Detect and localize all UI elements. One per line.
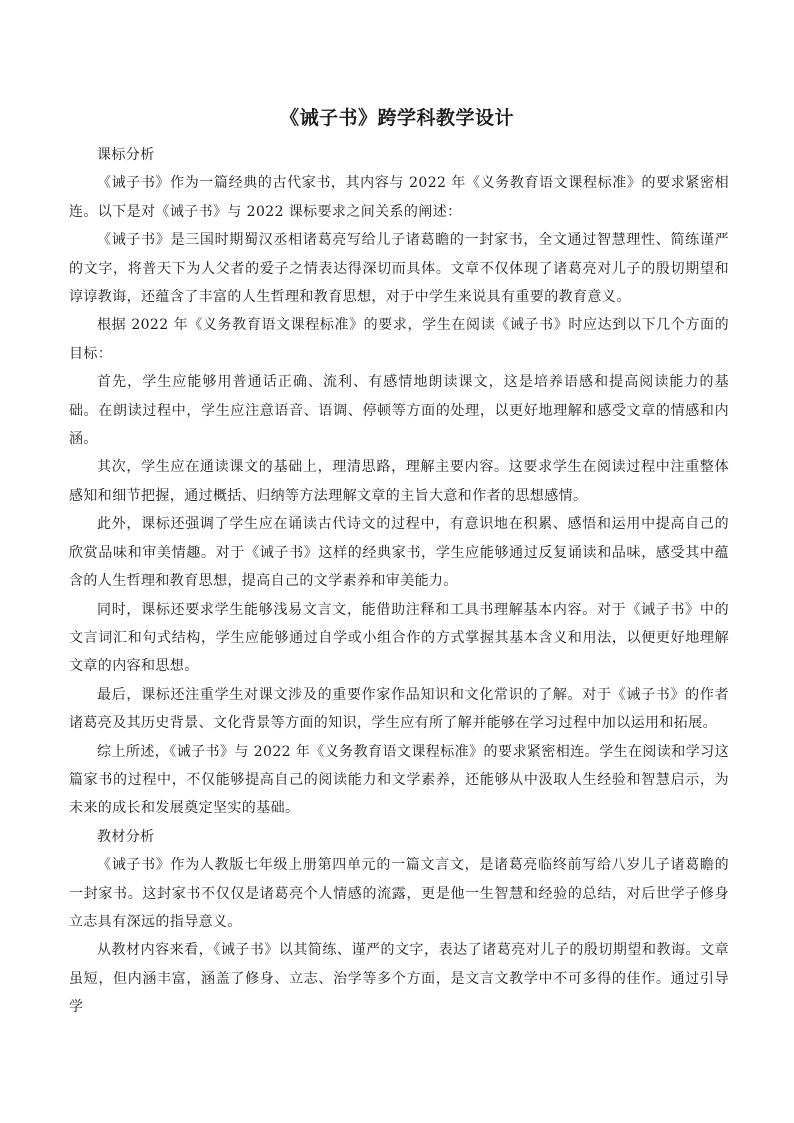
- paragraph: 从教材内容来看，《诫子书》以其简练、谨严的文字，表达了诸葛亮对儿子的殷切期望和教诲。文章虽短，但内涵丰富，涵盖了修身、立志、治学等多个方面，是文言文教学中不可多得的佳作。通过引导学: [69, 942, 729, 1016]
- document-title: 《诫子书》跨学科教学设计: [279, 107, 514, 129]
- paragraph: 《诫子书》作为人教版七年级上册第四单元的一篇文言文，是诸葛亮临终前写给八岁儿子诸葛瞻的一封家书。这封家书不仅仅是诸葛亮个人情感的流露，更是他一生智慧和经验的总结，对后世学子修身立志具有深远的指导意义。: [69, 857, 729, 930]
- document-body: [69, 141, 729, 1022]
- paragraph: 最后，课标还注重学生对课文涉及的重要作家作品知识和文化常识的了解。对于《诫子书》的作者诸葛亮及其历史背景、文化背景等方面的知识，学生应有所了解并能够在学习过程中加以运用和拓展。: [69, 686, 729, 732]
- paragraph: 此外，课标还强调了学生应在诵读古代诗文的过程中，有意识地在积累、感悟和运用中提高自己的欣赏品味和审美情趣。对于《诫子书》这样的经典家书，学生应能够通过反复诵读和品味，感受其中蕴含的人生哲理和教育思想，提高自己的文学素养和审美能力。: [69, 516, 729, 590]
- paragraph: 综上所述，《诫子书》与 2022 年《义务教育语文课程标准》的要求紧密相连。学生在阅读和学习这篇家书的过程中，不仅能够提高自己的阅读能力和文学素养，还能够从中汲取人生经验和智慧启示，为未来的成长和发展奠定坚实的基础。: [69, 743, 729, 817]
- paragraph: 其次，学生应在通读课文的基础上，理清思路，理解主要内容。这要求学生在阅读过程中注重整体感知和细节把握，通过概括、归纳等方法理解文章的主旨大意和作者的思想感情。: [69, 459, 729, 504]
- paragraph: 首先，学生应能够用普通话正确、流利、有感情地朗读课文，这是培养语感和提高阅读能力的基础。在朗读过程中，学生应注意语音、语调、停顿等方面的处理，以更好地理解和感受文章的情感和内涵。: [69, 374, 729, 448]
- paragraph: 《诫子书》作为一篇经典的古代家书，其内容与 2022 年《义务教育语文课程标准》的要求紧密相连。以下是对《诫子书》与 2022 课标要求之间关系的阐述：: [69, 175, 729, 220]
- section-heading-curriculum: 课标分析: [97, 147, 155, 163]
- paragraph: 《诫子书》是三国时期蜀汉丞相诸葛亮写给儿子诸葛瞻的一封家书，全文通过智慧理性、简练谨严的文字，将普天下为人父者的爱子之情表达得深切而具体。文章不仅体现了诸葛亮对儿子的殷切期望和谆谆教诲，还蕴含了丰富的人生哲理和教育思想，对于中学生来说具有重要的教育意义。: [69, 232, 729, 306]
- paragraph: 同时，课标还要求学生能够浅易文言文，能借助注释和工具书理解基本内容。对于《诫子书》中的文言词汇和句式结构，学生应能够通过自学或小组合作的方式掌握其基本含义和用法，以便更好地理解文章的内容和思想。: [69, 601, 729, 675]
- paragraph: 根据 2022 年《义务教育语文课程标准》的要求，学生在阅读《诫子书》时应达到以下几个方面的目标：: [69, 317, 729, 362]
- section-heading-textbook: 教材分析: [97, 828, 155, 845]
